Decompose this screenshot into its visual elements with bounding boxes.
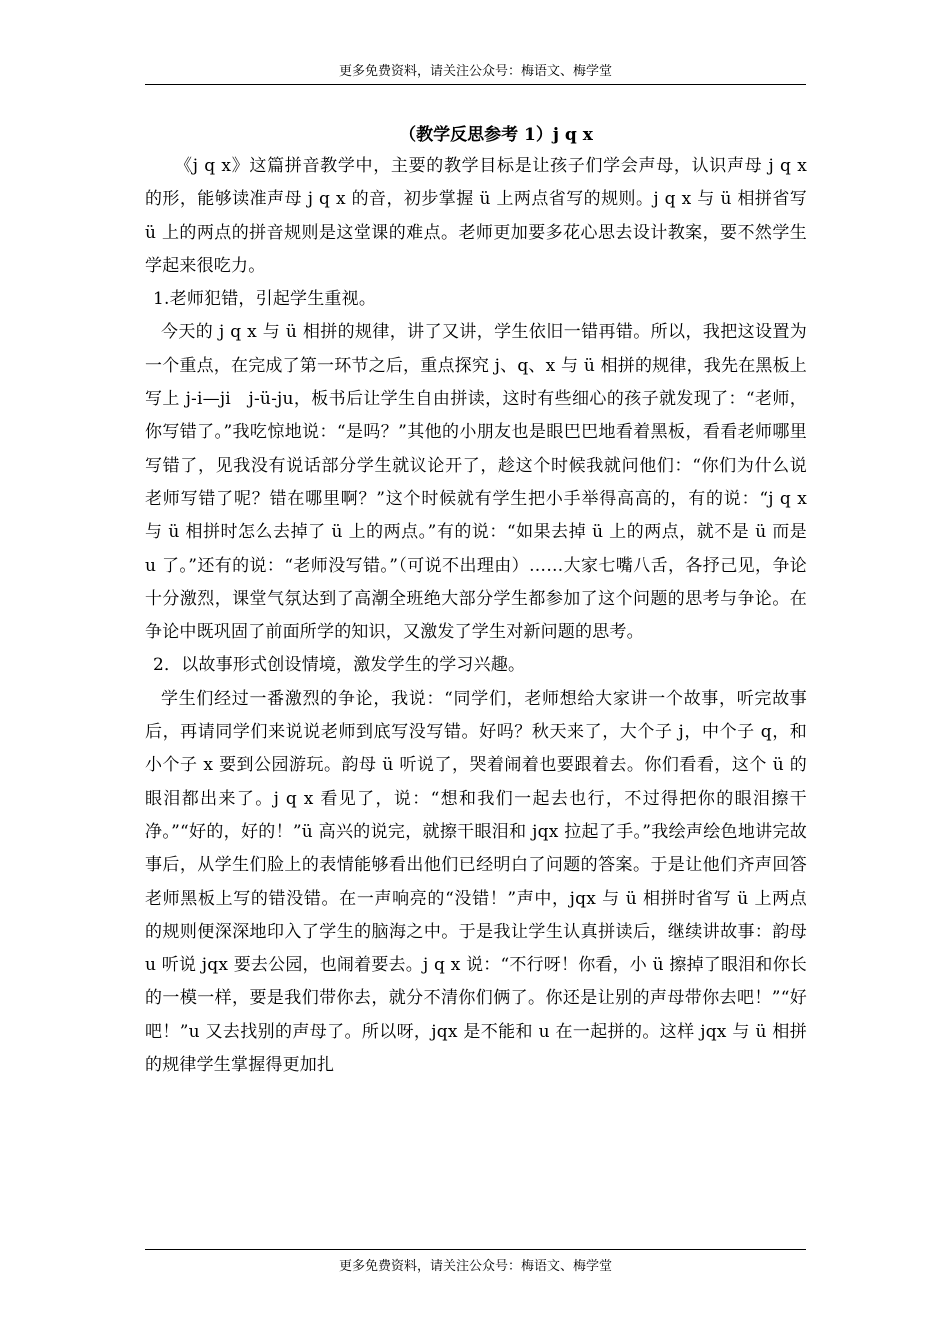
section-heading-1: 1.老师犯错，引起学生重视。 [153,289,377,310]
paragraph-section-1: 今天的 j q x 与 ü 相拼的规律，讲了又讲，学生依旧一错再错。所以，我把这设置为一个重点，在完成了第一环节之后，重点探究 j、q、x 与 ü 相拼的规律，我先在黑板上写上 j-i—ji j-ü-ju，板书后让学生自由拼读，这时有些细心的孩子就发现了：“老师，你写错了。”我吃惊地说：“是吗？”其他的小朋友也是眼巴巴地看着黑板，看看老师哪里写错了，见我没有说话部分学生就议论开了，趁这个时候我就问他们：“你们为什么说老师写错了呢？错在哪里啊？”这个时候就有学生把小手举得高高的，有的说：“j q x 与 ü 相拼时怎么去掉了 ü 上的两点。”有的说：“如果去掉 ü 上的两点，就不是 ü 而是 u 了。”还有的说：“老师没写错。”（可说不出理由）……大家七嘴八舌，各抒己见，争论十分激烈，课堂气氛达到了高潮全班绝大部分学生都参加了这个问题的思考与争论。在争论中既巩固了前面所学的知识，又激发了学生对新问题的思考。 [145,322,807,643]
footer-divider [145,1249,806,1250]
header-divider [145,84,806,85]
section-heading-2: 2．以故事形式创设情境，激发学生的学习兴趣。 [153,655,526,676]
page-header: 更多免费资料，请关注公众号：梅语文、梅学堂 [338,64,612,79]
paragraph-intro: 《j q x》这篇拼音教学中，主要的教学目标是让孩子们学会声母，认识声母 j q x 的形，能够读准声母 j q x 的音，初步掌握 ü 上两点省写的规则。j q x 与 ü 相拼省写 ü 上的两点的拼音规则是这堂课的难点。老师更加要多花心思去设计教案，要不然学生学起来很吃力。 [145,156,807,276]
document-body [145,120,807,1082]
document-title: （教学反思参考 1）j q x [399,125,593,145]
page-footer: 更多免费资料，请关注公众号：梅语文、梅学堂 [338,1259,612,1274]
paragraph-section-2: 学生们经过一番激烈的争论，我说：“同学们，老师想给大家讲一个故事，听完故事后，再请同学们来说说老师到底写没写错。好吗？秋天来了，大个子 j，中个子 q，和小个子 x 要到公园游玩。韵母 ü 听说了，哭着闹着也要跟着去。你们看看，这个 ü 的眼泪都出来了。j q x 看见了，说：“想和我们一起去也行，不过得把你的眼泪擦干净。”“好的，好的！”ü 高兴的说完，就擦干眼泪和 jqx 拉起了手。”我绘声绘色地讲完故事后，从学生们脸上的表情能够看出他们已经明白了问题的答案。于是让他们齐声回答老师黑板上写的错没错。在一声响亮的“没错！”声中，jqx 与 ü 相拼时省写 ü 上两点的规则便深深地印入了学生的脑海之中。于是我让学生认真拼读后，继续讲故事：韵母 u 听说 jqx 要去公园，也闹着要去。j q x 说：“不行呀！你看，小 ü 擦掉了眼泪和你长的一模一样，要是我们带你去，就分不清你们俩了。你还是让别的声母带你去吧！”“好吧！”u 又去找别的声母了。所以呀，jqx 是不能和 u 在一起拼的。这样 jqx 与 ü 相拼的规律学生掌握得更加扎 [145,688,807,1076]
